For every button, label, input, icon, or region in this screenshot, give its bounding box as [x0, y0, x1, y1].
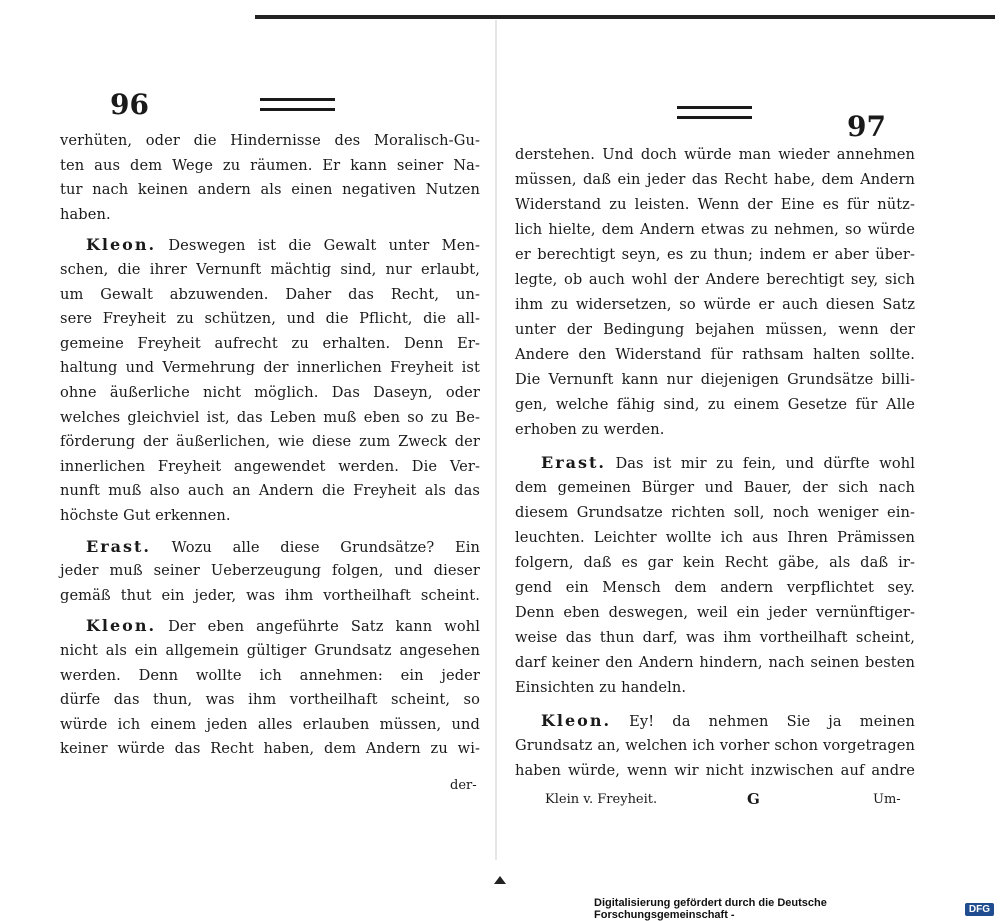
line-text: sere Freyheit zu schützen, und die Pflicht, die all-: [60, 310, 480, 328]
line-text: Deswegen ist die Gewalt unter Men-: [168, 237, 480, 255]
line-text: haben.: [60, 205, 111, 223]
line-text: nicht als ein allgemein gültiger Grundsatz angesehen: [60, 642, 480, 659]
line-text: ohne äußerliche nicht möglich. Das Daseyn, oder: [60, 384, 480, 401]
line-text: haltung und Vermehrung der innerlichen Freyheit ist: [60, 359, 480, 377]
line-text: schen, die ihrer Vernunft mächtig sind, nur erlaubt,: [60, 261, 480, 278]
text-line: [515, 142, 915, 168]
text-line: [60, 736, 480, 762]
line-text: ten aus dem Wege zu räumen. Er kann seiner Na-: [60, 156, 480, 174]
text-line: [60, 613, 480, 639]
line-text: Grundsatz an, welchen ich vorher schon vorgetragen: [515, 737, 915, 754]
line-text: nunft muß also auch an Andern die Freyheit als das: [60, 482, 480, 500]
text-line: [60, 429, 480, 455]
line-text: derstehen. Und doch würde man wieder annehmen: [515, 146, 915, 163]
text-line: [515, 417, 915, 443]
catchword-left: der-: [450, 778, 477, 793]
text-line: [60, 558, 480, 584]
line-text: welches gleichviel ist, das Leben muß eben so zu Be-: [60, 408, 480, 426]
line-text: unter der Bedingung bejahen müssen, wenn der: [515, 321, 915, 338]
text-line: [515, 708, 915, 734]
line-text: dem gemeinen Bürger und Bauer, der sich nach: [515, 479, 915, 496]
text-line: [515, 242, 915, 268]
text-line: [60, 454, 480, 480]
text-line: [515, 192, 915, 218]
text-line: [515, 575, 915, 601]
line-text: erhoben zu werden.: [515, 421, 665, 438]
text-line: [515, 758, 915, 784]
text-line: [515, 267, 915, 293]
text-line: [515, 525, 915, 551]
library-stamp: [650, 818, 790, 868]
text-line: [60, 583, 480, 609]
line-text: höchste Gut erkennen.: [60, 507, 231, 524]
text-line: [60, 380, 480, 406]
page-number-right: 97: [847, 110, 886, 143]
text-line: [60, 687, 480, 713]
line-text: darf keiner den Andern hindern, nach seinen besten: [515, 654, 915, 671]
text-line: [60, 202, 480, 228]
text-line: [60, 282, 480, 308]
signature-mark: G: [747, 790, 760, 808]
page-number-left: 96: [110, 88, 149, 121]
scan-marker-icon: [494, 876, 506, 884]
line-text: leuchten. Leichter wollte ich aus Ihren Prämissen: [515, 529, 915, 546]
text-line: [515, 475, 915, 501]
text-line: [515, 367, 915, 393]
text-line: [515, 392, 915, 418]
line-text: weise das thun darf, was ihm vortheilhaft scheint,: [515, 629, 915, 646]
line-text: gen, welche fähig sind, zu einem Gesetze für Alle: [515, 396, 915, 413]
line-text: Einsichten zu handeln.: [515, 679, 687, 696]
text-line: [515, 550, 915, 576]
line-text: tur nach keinen andern als einen negativen Nutzen: [60, 181, 480, 199]
header-ornament-left: [260, 98, 335, 111]
text-line: [515, 342, 915, 368]
line-text: dürfe das thun, was ihm vortheilhaft scheint, so: [60, 691, 480, 709]
line-text: ihm zu widersetzen, so würde er auch diesen Satz: [515, 296, 915, 313]
text-line: [60, 153, 480, 179]
line-text: diesem Grundsatze richten soll, noch weniger ein-: [515, 504, 915, 521]
text-line: [60, 177, 480, 203]
text-line: [515, 675, 915, 701]
line-text: lich hielte, dem Andern etwas zu nehmen, so würde: [515, 221, 915, 238]
line-text: Das ist mir zu fein, und dürfte wohl: [615, 455, 915, 472]
text-line: [60, 257, 480, 283]
text-line: [60, 232, 480, 258]
speaker-name: Kleon.: [541, 711, 612, 730]
line-text: Widerstand zu leisten. Wenn der Eine es für nütz-: [515, 196, 915, 213]
line-text: würde ich einem jeden alles erlauben müssen, und: [60, 715, 480, 733]
text-line: [60, 306, 480, 332]
line-text: Ey! da nehmen Sie ja meinen: [629, 713, 915, 730]
speaker-name: Erast.: [86, 536, 151, 556]
text-line: [515, 217, 915, 243]
right-page: [515, 0, 915, 880]
speaker-name: Erast.: [541, 453, 606, 472]
line-text: verhüten, oder die Hindernisse des Moralisch-Gu-: [60, 132, 480, 149]
text-line: [515, 625, 915, 651]
digitization-credit: [594, 898, 1000, 920]
text-line: [60, 355, 480, 381]
text-line: [60, 534, 480, 560]
header-ornament-right: [677, 106, 752, 119]
text-line: [60, 712, 480, 738]
line-text: jeder muß seiner Ueberzeugung folgen, und dieser: [60, 562, 480, 580]
line-text: keiner würde das Recht haben, dem Andern zu wi-: [60, 740, 480, 758]
credit-text: Digitalisierung gefördert durch die Deutsche Forschungsgemeinschaft -: [594, 897, 827, 921]
line-text: Denn eben deswegen, weil ein jeder vernünftiger-: [515, 604, 915, 621]
speaker-name: Kleon.: [86, 235, 157, 255]
text-line: [515, 167, 915, 193]
text-line: [515, 650, 915, 676]
text-line: [515, 733, 915, 759]
text-line: [60, 503, 480, 529]
line-text: folgern, daß es gar kein Recht gäbe, als daß ir-: [515, 554, 915, 571]
text-line: [515, 500, 915, 526]
line-text: haben würde, wenn wir nicht inzwischen auf andre: [515, 762, 915, 779]
text-line: [515, 600, 915, 626]
line-text: gemeine Freyheit aufrecht zu erhalten. Denn Er-: [60, 334, 480, 352]
line-text: legte, ob auch wohl der Andere berechtigt sey, sich: [515, 271, 915, 288]
line-text: Der eben angeführte Satz kann wohl: [168, 618, 480, 636]
left-page: [60, 0, 480, 880]
text-line: [60, 405, 480, 431]
line-text: müssen, daß ein jeder das Recht habe, dem Andern: [515, 171, 915, 188]
text-line: [60, 128, 480, 154]
line-text: gend ein Mensch dem andern verpflichtet sey.: [515, 579, 915, 596]
line-text: förderung der äußerlichen, wie diese zum Zweck der: [60, 433, 480, 451]
line-text: um Gewalt abzuwenden. Daher das Recht, un-: [60, 285, 480, 303]
catchword-right: Um-: [873, 792, 901, 807]
signature-footnote: Klein v. Freyheit.: [545, 792, 658, 807]
text-line: [60, 331, 480, 357]
line-text: er berechtigt seyn, es zu thun; indem er aber über-: [515, 246, 915, 263]
line-text: Wozu alle diese Grundsätze? Ein: [171, 538, 480, 556]
text-line: [60, 478, 480, 504]
line-text: innerlichen Freyheit angewendet werden. Die Ver-: [60, 457, 480, 475]
line-text: Andere den Widerstand für rathsam halten sollte.: [515, 346, 915, 363]
line-text: Die Vernunft kann nur diejenigen Grundsätze billi-: [515, 371, 915, 388]
text-line: [60, 638, 480, 664]
text-line: [60, 663, 480, 689]
speaker-name: Kleon.: [86, 616, 157, 636]
dfg-logo: DFG: [965, 903, 994, 916]
book-gutter: [495, 20, 497, 860]
line-text: werden. Denn wollte ich annehmen: ein jeder: [60, 666, 480, 684]
text-line: [515, 317, 915, 343]
text-line: [515, 450, 915, 476]
text-line: [515, 292, 915, 318]
line-text: gemäß thut ein jeder, was ihm vortheilhaft scheint.: [60, 586, 480, 604]
